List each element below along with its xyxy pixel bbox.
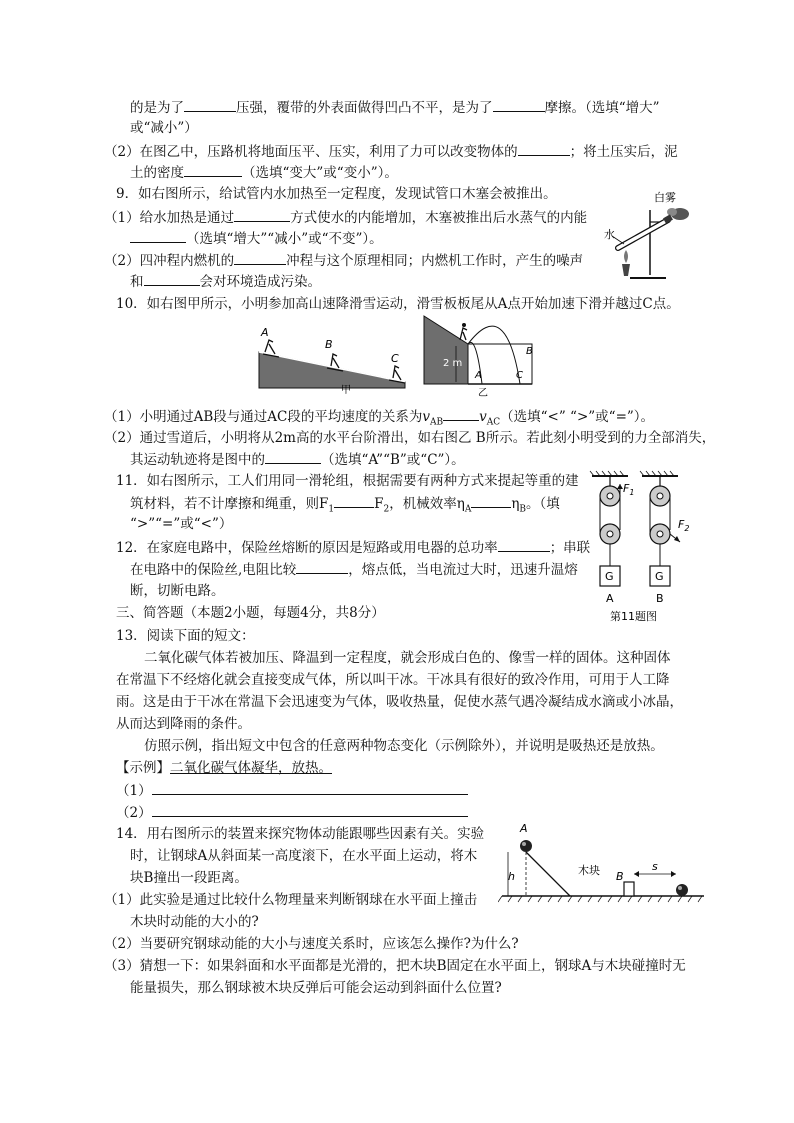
q14-part2: （2）当要研究钢球动能的大小与速度关系时，应该怎么操作?为什么? (104, 936, 519, 952)
q12-blank-1[interactable] (498, 537, 550, 552)
section3-title: 三、简答题（本题2小题，每题4分，共8分） (116, 605, 385, 621)
q9-stem: 9．如右图所示，给试管内水加热至一定程度，发现试管口木塞会被推出。 (116, 186, 557, 202)
q11-line1: 11．如右图所示，工人们用同一滑轮组，根据需要有两种方式来提起等重的建 (116, 473, 579, 489)
q12-blank-2[interactable] (296, 559, 348, 574)
q9-part2-line2: 和 会对环境造成污染。 (130, 271, 321, 292)
q11-blank-1[interactable] (334, 493, 374, 508)
q10-fig-caption-jia: 甲 (341, 385, 351, 394)
q14-ramp-figure (498, 818, 708, 908)
q14-fig-s: s (652, 860, 658, 873)
q10-blank-1[interactable] (443, 406, 479, 421)
q10-fig-point-a: A (261, 326, 269, 339)
q11-fig-label-b: B (656, 592, 664, 605)
q14-part3-line1: （3）猜想一下：如果斜面和水平面都是光滑的，把木块B固定在水平面上，钢球A与木块碰撞时无 (104, 958, 686, 974)
q14-fig-block-label: 木块 (578, 864, 600, 877)
q9-blank-1[interactable] (234, 207, 290, 222)
q12-line3: 断，切断电路。 (130, 583, 225, 599)
q11-fig-caption: 第11题图 (610, 610, 657, 623)
q8-blank-2[interactable] (493, 97, 545, 112)
q14-fig-h: h (508, 870, 515, 883)
q12-line2: 在电路中的保险丝,电阻比较 ，熔点低，当电流过大时，迅速升温熔 (130, 559, 578, 580)
q11-blank-2[interactable] (471, 493, 511, 508)
q13-para1-line2: 在常温下不经熔化就会直接变成气体，所以叫干冰。干冰具有很好的致冷作用，可用于人工降 (116, 672, 670, 688)
q12-line1: 12．在家庭电路中，保险丝熔断的原因是短路或用电器的总功率 ；串联 (116, 537, 590, 558)
q13-answer-1: （1） (116, 780, 468, 801)
q11-fig-g-b: G (655, 570, 664, 583)
q13-answer-2: （2） (116, 802, 468, 823)
q11-line2: 筑材料，若不计摩擦和绳重，则$F_1$ $F_2$，机械效率$\eta_A$ $\eta_B$。（填 (130, 493, 560, 520)
q8-blank-3[interactable] (518, 141, 570, 156)
q10-fig-caption-yi: 乙 (478, 388, 488, 398)
q8-part2-line2: 土的密度 （选填“变大”或“变小”）。 (130, 162, 398, 183)
q10-part2-line2: 其运动轨迹将是图中的 （选填“A”“B”或“C”）。 (130, 449, 465, 470)
q13-para1-line3: 雨。这是由于干冰在常温下会迅速变为气体，吸收热量，促使水蒸气遇冷凝结成水滴或小冰晶， (116, 694, 683, 710)
q11-fig-g-a: G (605, 570, 614, 583)
q9-part1-line2: （选填“增大”“减小”或“不变”）。 (130, 228, 383, 249)
q10-part2-line1: （2）通过雪道后，小明将从2m高的水平台阶滑出，如右图乙 B所示。若此刻小明受到的力全部消失， (104, 430, 716, 446)
q10-fig-yi-point-b: B (526, 346, 533, 357)
q14-line2: 时，让钢球A从斜面某一高度滚下，在水平面上运动，将木 (130, 848, 478, 864)
q13-stem: 13．阅读下面的短文： (116, 628, 255, 644)
q8-part2-line1: （2）在图乙中，压路机将地面压平、压实，利用了力可以改变物体的 ；将土压实后，泥 (104, 141, 678, 162)
q13-example: 【示例】二氧化碳气体凝华，放热。 (116, 760, 332, 776)
q10-figure-yi (420, 314, 538, 398)
q14-line1: 14．用右图所示的装置来探究物体动能跟哪些因素有关。实验 (116, 826, 485, 842)
q9-fig-steam-label: 白雾 (654, 191, 676, 204)
q13-para1-line1: 二氧化碳气体若被加压、降温到一定程度，就会形成白色的、像雪一样的固体。这种固体 (144, 650, 671, 666)
q9-fig-water-label: 水 (604, 228, 615, 241)
q10-stem: 10．如右图甲所示，小明参加高山速降滑雪运动，滑雪板板尾从A点开始加速下滑并越过C点。 (116, 296, 680, 312)
q13-para2: 仿照示例，指出短文中包含的任意两种物态变化（示例除外），并说明是吸热还是放热。 (144, 738, 664, 754)
q9-part2-line1: （2）四冲程内燃机的 冲程与这个原理相同；内燃机工作时，产生的噪声 (104, 250, 583, 271)
alcohol-lamp-icon (622, 264, 630, 276)
q14-line3: 块B撞出一段距离。 (130, 870, 248, 886)
q11-fig-f2: $F_2$ (678, 518, 690, 533)
q9-part1-line1: （1）给水加热是通过 方式使水的内能增加，木塞被推出后水蒸气的内能 (104, 207, 587, 228)
q11-fig-label-a: A (606, 592, 614, 605)
q13-para1-line4: 从而达到降雨的条件。 (116, 716, 251, 732)
q14-part1-line1: （1）此实验是通过比较什么物理量来判断钢球在水平面上撞击 (104, 892, 478, 908)
q10-fig-point-c: C (391, 352, 399, 365)
q14-part1-line2: 木块时动能的大小的? (130, 914, 259, 930)
q13-answer-line-1[interactable] (152, 780, 468, 795)
q14-fig-b: B (616, 870, 624, 883)
q9-blank-2[interactable] (130, 228, 186, 243)
skier-icon (460, 328, 467, 340)
q11-line3: “>”“=”或“<”） (130, 516, 233, 532)
q10-fig-height-label: 2 m (443, 358, 463, 369)
q10-fig-point-b: B (325, 338, 333, 351)
q11-pulley-figure (588, 470, 698, 626)
q9-blank-3[interactable] (234, 250, 286, 265)
wood-block-icon (624, 882, 634, 896)
q10-fig-yi-point-c: C (516, 370, 523, 381)
q9-blank-4[interactable] (144, 271, 200, 286)
q10-part1: （1）小明通过AB段与通过AC段的平均速度的关系为$v_{AB}$ $v_{AC}$（选填“<” “>”或“=”）。 (104, 406, 654, 433)
steel-ball-icon (520, 840, 532, 852)
q10-figure-jia (255, 322, 415, 394)
q8-blank-1[interactable] (184, 97, 236, 112)
q8-blank-4[interactable] (184, 162, 242, 177)
q8-line2: 或“减小”） (130, 120, 198, 136)
q13-answer-line-2[interactable] (152, 802, 468, 817)
q10-fig-yi-point-a: A (475, 370, 482, 381)
q14-part3-line2: 能量损失，那么钢球被木块反弹后可能会运动到斜面什么位置? (130, 980, 502, 996)
q14-fig-a: A (520, 822, 528, 835)
q11-fig-f1: $F_1$ (623, 482, 635, 497)
q9-test-tube-figure (600, 190, 700, 288)
q10-blank-2[interactable] (265, 449, 321, 464)
q8-line1: 的是为了 压强，覆带的外表面做得凹凸不平，是为了 摩擦。（选填“增大” (130, 97, 660, 118)
